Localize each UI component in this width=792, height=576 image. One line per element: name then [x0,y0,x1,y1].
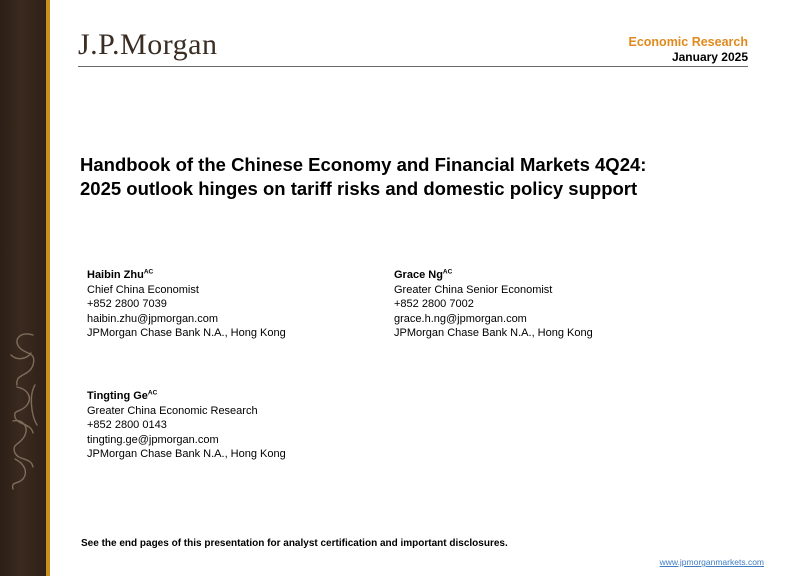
disclosure-notice: See the end pages of this presentation for analyst certification and important disclosures. [81,538,508,549]
author-card [394,268,593,341]
report-date: January 2025 [671,50,748,64]
author-card [87,268,286,341]
author-name: Haibin Zhu$^{AC}$ [87,268,154,281]
author-card [87,389,286,462]
analyst-cert-mark: AC [442,268,453,276]
department-label: Economic Research [628,35,748,49]
author-phone: +852 2800 0143 [87,419,167,431]
header-divider [78,66,748,67]
analyst-cert-mark: AC [143,268,154,276]
jpmorgan-logo: J.P.Morgan [78,28,218,61]
author-org: JPMorgan Chase Bank N.A., Hong Kong [394,327,593,339]
analyst-cert-mark: AC [147,389,158,397]
author-email[interactable]: haibin.zhu@jpmorgan.com [87,312,219,325]
author-name: Tingting $Ge^{AC}$ [87,389,158,402]
author-role: Greater China Senior Economist [394,283,553,296]
website-link[interactable]: www.jpmorganmarkets.com [659,557,764,567]
title-line-2: 2025 outlook hinges on tariff risks and domestic policy support [80,178,638,199]
sidebar-gold-stripe [46,0,50,576]
sidebar-band [0,0,46,576]
author-email[interactable]: tingting.ge@jpmorgan.com [87,433,219,446]
jpmorgan-signature-logo [3,325,43,495]
author-org: JPMorgan Chase Bank N.A., Hong Kong [87,448,286,460]
author-email[interactable]: grace.h.ng@jpmorgan.com [394,312,527,325]
author-role: Chief China Economist [87,283,199,296]
author-org: JPMorgan Chase Bank N.A., Hong Kong [87,327,286,339]
author-name: Grace $Ng^{AC}$ [394,268,453,281]
author-phone: +852 2800 7002 [394,298,474,310]
author-phone: +852 2800 7039 [87,298,167,310]
report-title [80,153,760,201]
author-role: Greater China Economic Research [87,404,258,417]
title-line-1: Handbook of the Chinese Economy and Financial Markets 4Q24: [80,154,647,175]
report-header-info [629,35,749,64]
